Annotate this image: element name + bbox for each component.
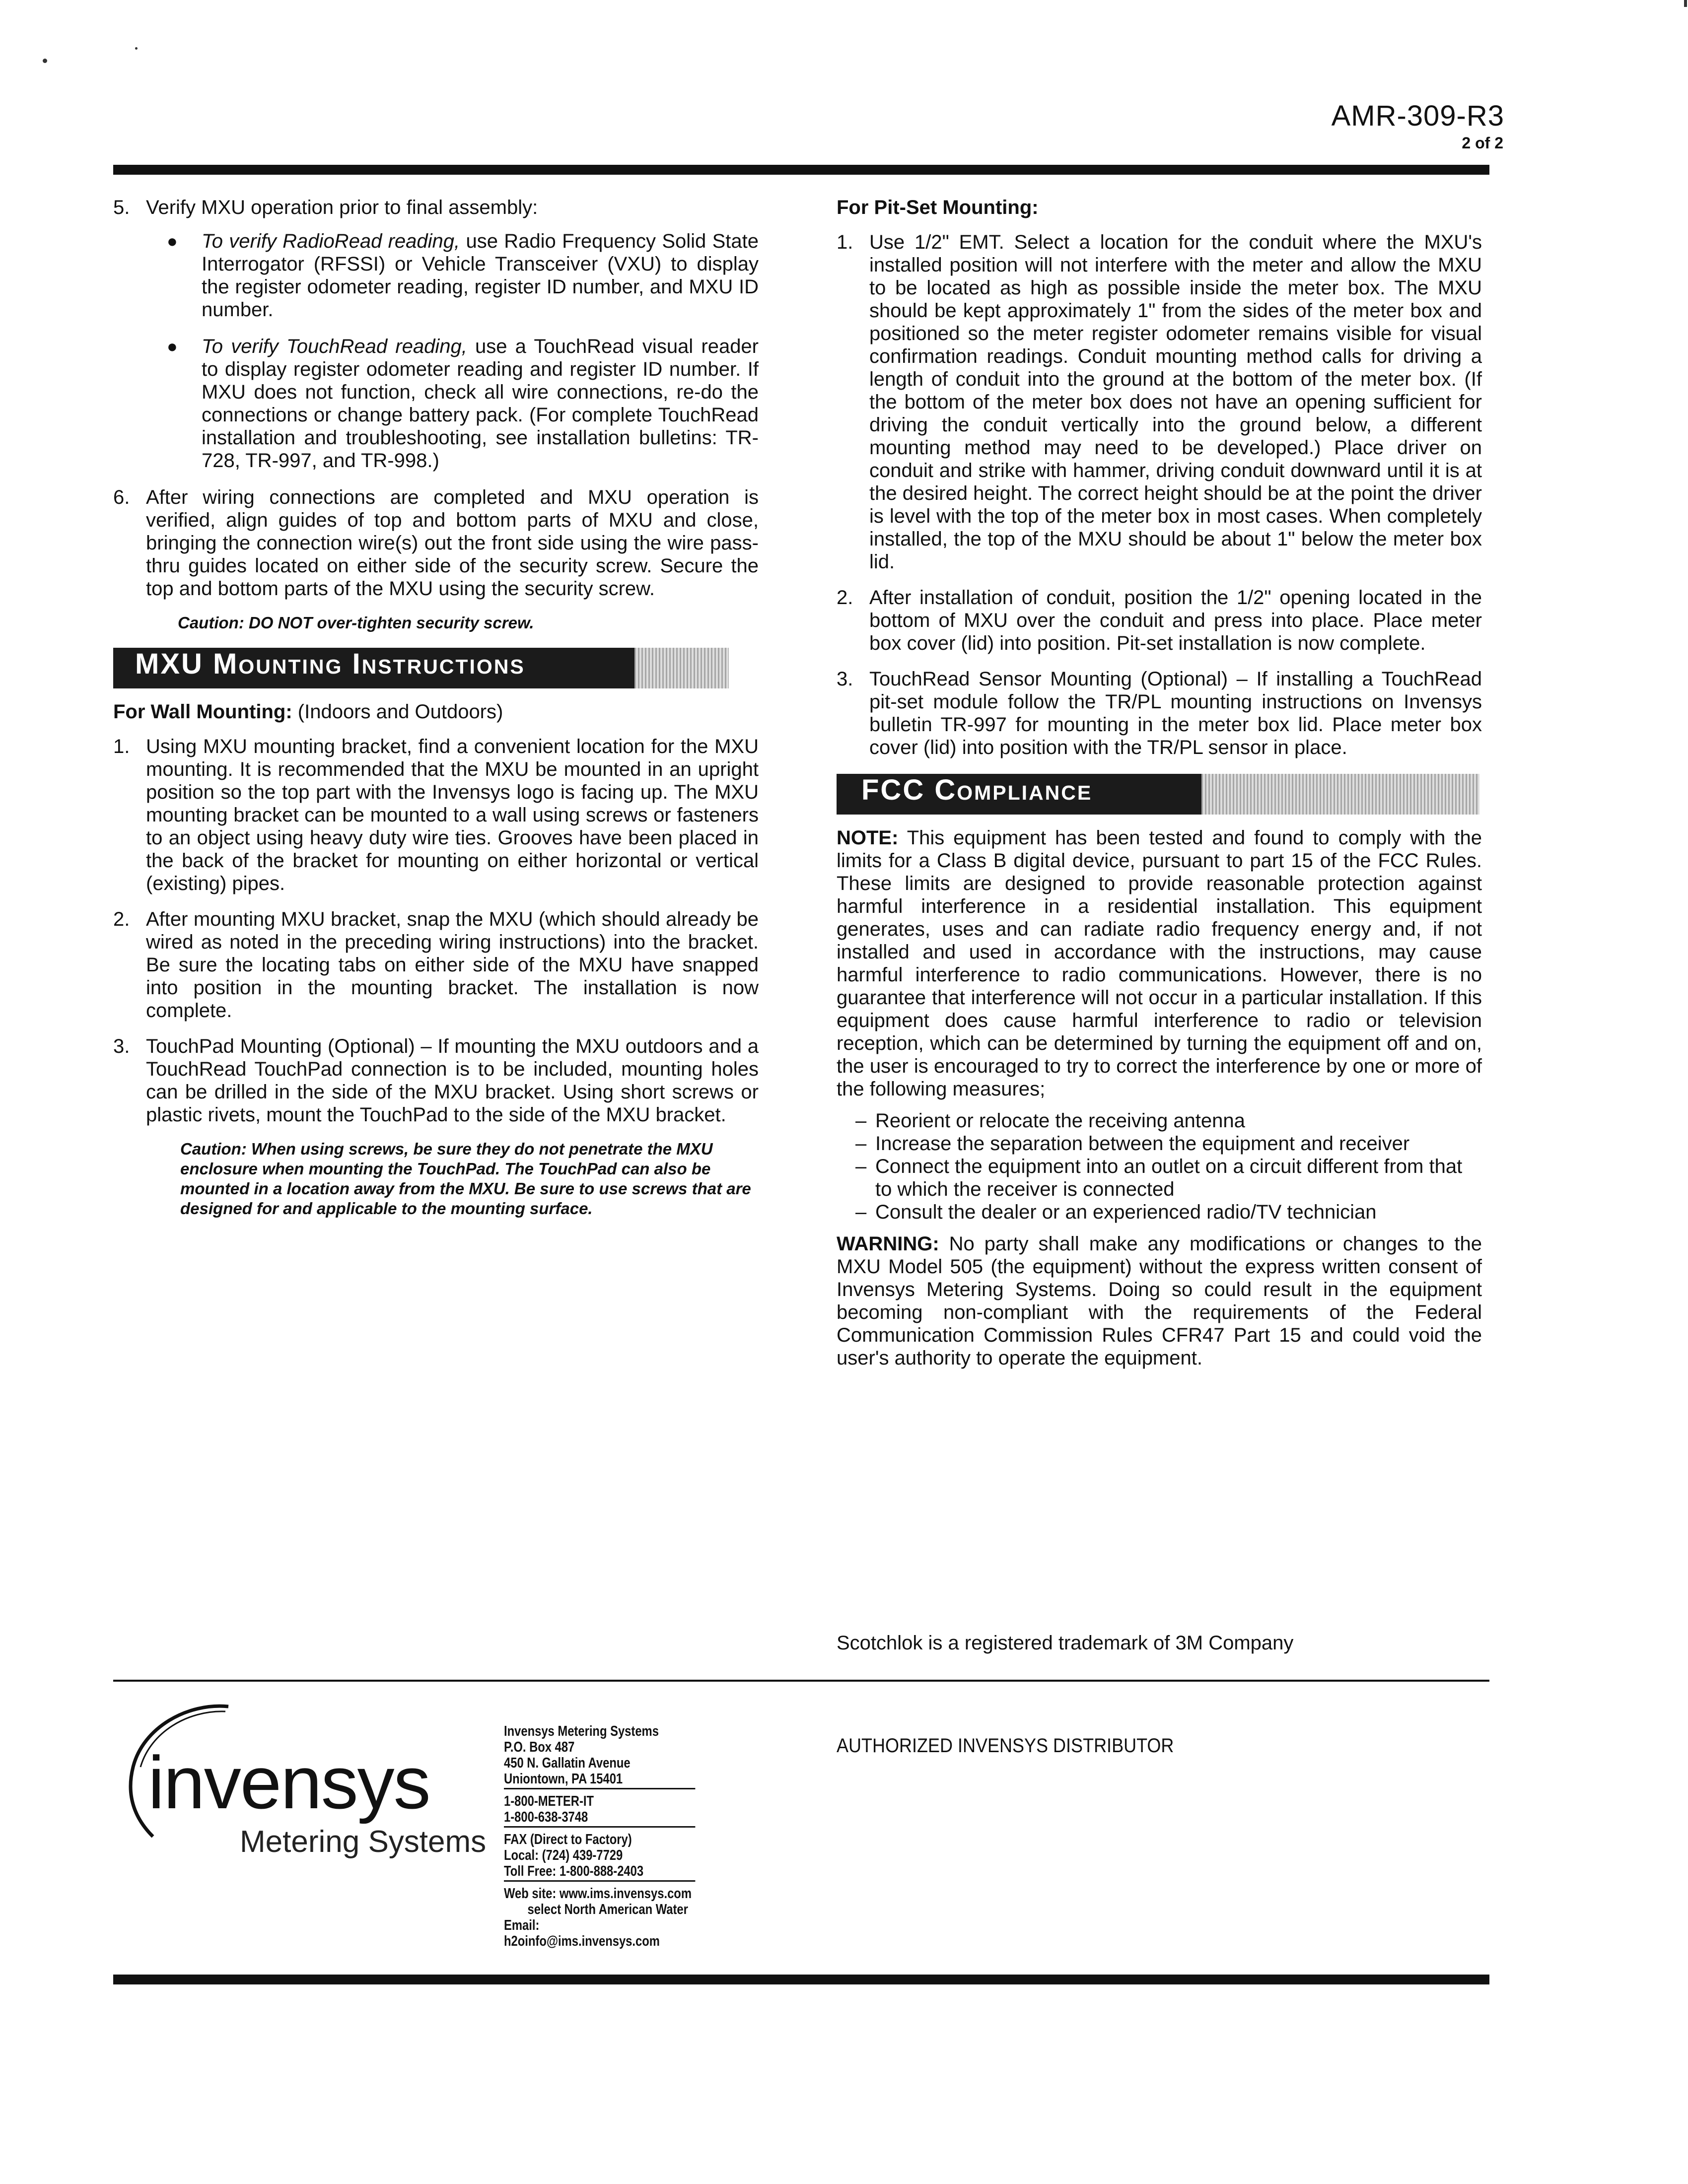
pit-step xyxy=(837,231,1482,573)
distributor-label: AUTHORIZED INVENSYS DISTRIBUTOR xyxy=(837,1735,1174,1757)
pit-step xyxy=(837,586,1482,655)
step-number: 3. xyxy=(837,668,853,690)
step-text: After installation of conduit, position the 1/2" opening located in the bottom of MXU over the conduit and press into place. Place meter box cover (lid) into position. Pit-set installation is now complete. xyxy=(869,587,1482,654)
scan-speck xyxy=(135,47,138,50)
bullet-touchread xyxy=(167,335,759,472)
section-bar-texture xyxy=(1201,774,1479,815)
note-label: NOTE: xyxy=(837,827,899,849)
pit-steps xyxy=(837,231,1482,759)
website-link[interactable]: Web site: www.ims.invensys.com xyxy=(504,1886,692,1902)
step-6 xyxy=(113,486,759,600)
logo-subtitle: Metering Systems xyxy=(240,1825,487,1859)
web-block: Web site: www.ims.invensys.com select North American Water Email: h2oinfo@ims.invensys.com xyxy=(504,1886,695,1950)
step-text: After mounting MXU bracket, snap the MXU (which should already be wired as noted in the preceding wiring instructions) into the bracket. Be sure the locating tabs on either side of the MXU have snapped into position in the mounting bracket. The installation is now complete. xyxy=(146,908,759,1022)
email-link[interactable]: Email: h2oinfo@ims.invensys.com xyxy=(504,1917,660,1949)
step-number: 5. xyxy=(113,197,130,218)
step-number: 2. xyxy=(837,587,853,609)
measure-item: – Consult the dealer or an experienced radio/TV technician xyxy=(855,1201,1377,1223)
wall-mounting-heading xyxy=(113,700,759,723)
bullet-icon: ● xyxy=(167,231,178,251)
left-column xyxy=(113,196,759,1231)
dash-icon: – xyxy=(855,1110,867,1132)
scan-speck xyxy=(43,59,47,63)
bullet-text: use a TouchRead visual reader to display register odometer reading and register ID number. If MXU does not function, check all wire connections, re-do the connections or change battery pack. (For complete TouchRead installation and troubleshooting, see installation bulletins: TR-728, TR-997, and TR-998.) xyxy=(202,336,759,472)
wall-step xyxy=(113,1035,759,1126)
warning-text: No party shall make any modifications or changes to the MXU Model 505 (the equipment) without the express written consent of Invensys Metering Systems. Doing so could result in the equipment becoming non-compliant with the requirements of the Federal Communication Commission Rules CFR47 Part 15 and could void the user's authority to operate the equipment. xyxy=(837,1233,1482,1369)
trademark-notice: Scotchlok is a registered trademark of 3M Company xyxy=(837,1632,1294,1654)
pit-set-heading: For Pit-Set Mounting: xyxy=(837,197,1039,218)
phone-block: 1-800-METER-IT 1-800-638-3748 xyxy=(504,1793,695,1828)
fcc-warning xyxy=(837,1232,1482,1369)
caution-security-screw: Caution: DO NOT over-tighten security screw. xyxy=(178,614,534,632)
dash-icon: – xyxy=(855,1156,867,1177)
note-text: This equipment has been tested and found to comply with the limits for a Class B digital device, pursuant to part 15 of the FCC Rules. These limits are designed to provide reasonable protection against harmful interference in a residential installation. This equipment generates, uses and can radiate radio frequency energy and, if not installed and used in accordance with the instructions, may cause harmful interference to radio communications. However, there is no guarantee that interference will not occur in a particular installation. If this equipment does cause harmful interference to radio or television reception, which can be determined by turning the equipment off and on, the user is encouraged to try to correct the interference by one or more of the following measures; xyxy=(837,827,1482,1100)
section-title-mounting: MXU Mounting Instructions xyxy=(135,648,525,680)
footer-rule xyxy=(113,1680,1489,1682)
wall-heading-label: For Wall Mounting: xyxy=(113,701,292,723)
verify-steps xyxy=(113,196,759,600)
section-bar-fcc xyxy=(837,774,1479,815)
page-number: 2 of 2 xyxy=(1462,134,1503,152)
step-text: Using MXU mounting bracket, find a convenient location for the MXU mounting. It is recommended that the MXU be mounted in an upright position so the top part with the Invensys logo is facing up. The MXU mounting bracket can be mounted to a wall using screws or fasteners to an object using heavy duty wire ties. Grooves have been placed in the back of the bracket for mounting on either horizontal or vertical (existing) pipes. xyxy=(146,736,759,894)
warning-label: WARNING: xyxy=(837,1233,939,1255)
measure-item: – Reorient or relocate the receiving antenna xyxy=(855,1110,1245,1132)
dash-icon: – xyxy=(855,1133,867,1155)
top-rule xyxy=(113,165,1489,175)
step-text: TouchPad Mounting (Optional) – If mounting the MXU outdoors and a TouchRead TouchPad connection is to be included, mounting holes can be drilled in the side of the MXU bracket. Using short screws or plastic rivets, mount the TouchPad to the side of the MXU bracket. xyxy=(146,1035,759,1126)
pit-step xyxy=(837,668,1482,759)
step-number: 2. xyxy=(113,908,130,930)
fax-block: FAX (Direct to Factory) Local: (724) 439-7729 Toll Free: 1-800-888-2403 xyxy=(504,1832,695,1882)
bullet-lead: To verify TouchRead reading, xyxy=(202,336,467,357)
dash-icon: – xyxy=(855,1201,867,1223)
wall-step xyxy=(113,735,759,895)
logo-wordmark: invensys xyxy=(148,1741,430,1824)
company-address xyxy=(504,1723,695,1954)
scan-speck xyxy=(1684,0,1687,7)
step-number: 3. xyxy=(113,1035,130,1057)
bullet-lead: To verify RadioRead reading, xyxy=(202,230,460,252)
step-text: After wiring connections are completed and MXU operation is verified, align guides of top and bottom parts of MXU and close, bringing the connection wire(s) out the front side using the wire pass-thru guides located on either side of the security screw. Secure the top and bottom parts of the MXU using the security screw. xyxy=(146,486,759,600)
bottom-rule xyxy=(113,1975,1489,1984)
address-block: Invensys Metering Systems P.O. Box 487 450 N. Gallatin Avenue Uniontown, PA 15401 xyxy=(504,1723,695,1789)
step-5 xyxy=(113,196,759,472)
invensys-logo xyxy=(113,1693,491,1861)
wall-heading-note: (Indoors and Outdoors) xyxy=(292,701,503,723)
step-number: 6. xyxy=(113,486,130,508)
document-id: AMR-309-R3 xyxy=(1331,100,1504,132)
step-number: 1. xyxy=(837,231,853,253)
section-bar-texture xyxy=(634,648,729,688)
measure-item: – Increase the separation between the equipment and receiver xyxy=(855,1133,1410,1155)
step-text: Use 1/2" EMT. Select a location for the conduit where the MXU's installed position will not interfere with the meter and allow the MXU to be located as high as possible inside the meter box. The MXU should be kept approximately 1" from the sides of the meter box and positioned so the meter register odometer remains visible for visual confirmation readings. Conduit mounting method calls for driving a length of conduit into the ground at the bottom of the meter box. (If the bottom of the meter box does not have an opening sufficient for driving the conduit vertically into the ground below, a different mounting method may need to be developed.) Place driver on conduit and strike with hammer, driving conduit downward until it is at the desired height. The correct height should be at the point the driver is level with the top of the meter box in most cases. When completely installed, the top of the MXU should be about 1" below the meter box lid. xyxy=(869,231,1482,573)
wall-step xyxy=(113,908,759,1022)
caution-touchpad: Caution: When using screws, be sure they do not penetrate the MXU enclosure when mounting the TouchPad. The TouchPad can also be mounted in a location away from the MXU. Be sure to use screws that are designed for and applicable to the mounting surface. xyxy=(180,1140,751,1218)
fcc-measures xyxy=(837,1109,1482,1224)
bullet-icon: ● xyxy=(167,336,178,356)
section-title-fcc: FCC Compliance xyxy=(861,774,1093,806)
bullet-radioread xyxy=(167,230,759,321)
measure-item: – Connect the equipment into an outlet on a circuit different from that to which the receiver is connected xyxy=(855,1156,1463,1200)
fcc-note xyxy=(837,826,1482,1100)
right-column xyxy=(837,196,1482,1378)
step-text: TouchRead Sensor Mounting (Optional) – If installing a TouchRead pit-set module follow the TR/PL mounting instructions on Invensys bulletin TR-997 for mounting in the meter box lid. Place meter box cover (lid) into position with the TR/PL sensor in place. xyxy=(869,668,1482,758)
bullet-text: use Radio Frequency Solid State Interrogator (RFSSI) or Vehicle Transceiver (VXU) to display the register odometer reading, register ID number, and MXU ID number. xyxy=(202,230,759,321)
step-number: 1. xyxy=(113,736,130,757)
verify-bullets xyxy=(146,230,759,472)
wall-steps xyxy=(113,735,759,1126)
section-bar-mounting xyxy=(113,648,729,688)
step-text: Verify MXU operation prior to final assembly: xyxy=(146,197,538,218)
